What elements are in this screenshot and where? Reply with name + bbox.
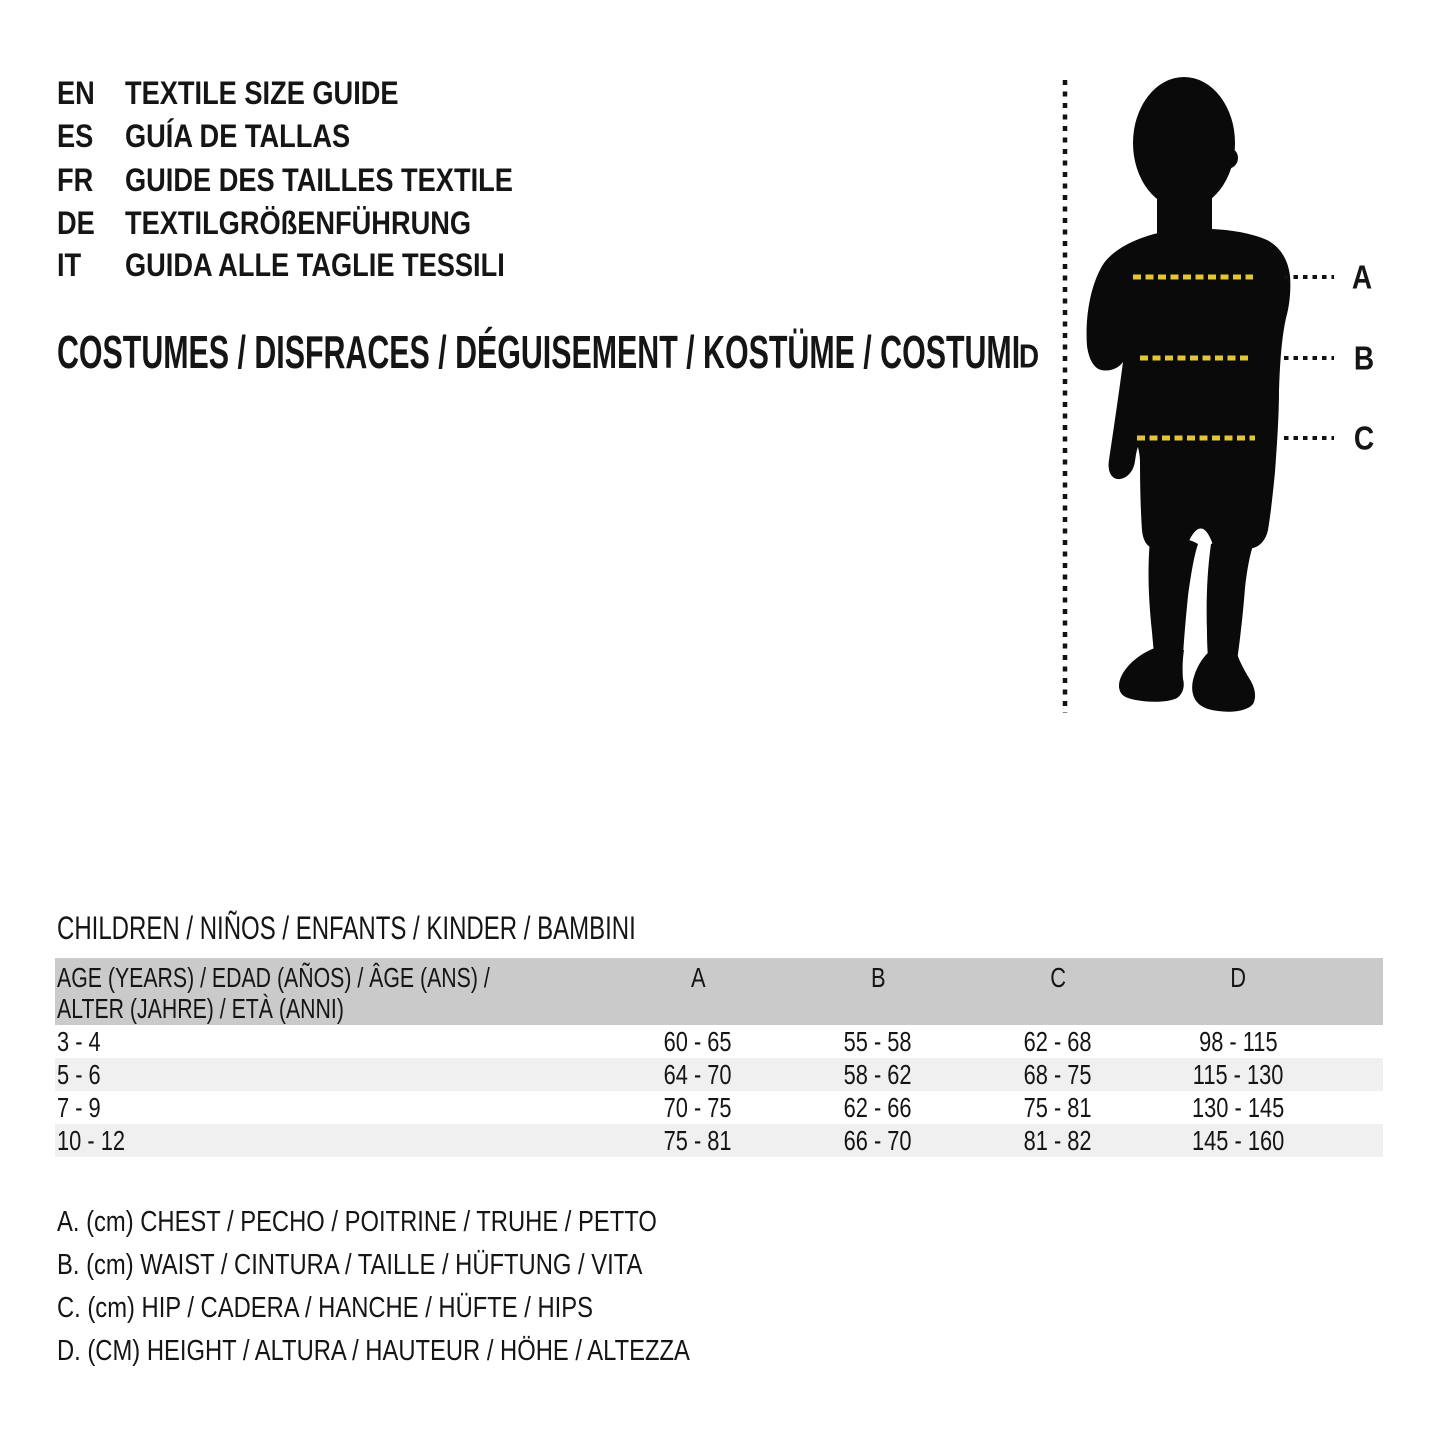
column-header-c: C (1050, 962, 1066, 993)
height-cell: 98 - 115 (1198, 1026, 1278, 1057)
waist-cell: 62 - 66 (843, 1092, 912, 1123)
age-column-header: AGE (YEARS) / EDAD (AÑOS) / ÂGE (ANS) / ALTER (JAHRE) / ETÀ (ANNI) (57, 962, 490, 1024)
age-cell: 5 - 6 (57, 1059, 101, 1090)
label-chest-a: A (1351, 258, 1373, 296)
lang-code: IT (57, 247, 82, 283)
age-cell: 10 - 12 (57, 1125, 125, 1156)
age-cell: 3 - 4 (57, 1026, 101, 1057)
legend-height: D. (CM) HEIGHT / ALTURA / HAUTEUR / HÖHE / ALTEZZA (57, 1335, 690, 1367)
table-row (55, 1124, 1383, 1157)
label-waist-b: B (1353, 339, 1375, 377)
table-row (55, 1058, 1383, 1091)
age-cell: 7 - 9 (57, 1092, 101, 1123)
lang-title: GUIDA ALLE TAGLIE TESSILI (125, 247, 505, 283)
table-row (55, 1091, 1383, 1124)
lang-code: EN (57, 75, 95, 111)
waist-cell: 55 - 58 (843, 1026, 912, 1057)
height-cell: 130 - 145 (1191, 1092, 1285, 1123)
legend-waist: B. (cm) WAIST / CINTURA / TAILLE / HÜFTUNG / VITA (57, 1249, 643, 1281)
hip-cell: 62 - 68 (1023, 1026, 1092, 1057)
lang-code: DE (57, 205, 95, 241)
table-header-row (55, 958, 1383, 1025)
hip-cell: 68 - 75 (1023, 1059, 1092, 1090)
children-size-table (55, 958, 1383, 1157)
chest-cell: 75 - 81 (663, 1125, 732, 1156)
lang-title: GUÍA DE TALLAS (125, 118, 351, 154)
child-silhouette-figure (1000, 60, 1445, 730)
hip-cell: 75 - 81 (1023, 1092, 1092, 1123)
hip-cell: 81 - 82 (1023, 1125, 1092, 1156)
chest-cell: 64 - 70 (663, 1059, 732, 1090)
waist-cell: 66 - 70 (843, 1125, 912, 1156)
column-header-d: D (1230, 962, 1246, 993)
label-hip-c: C (1353, 419, 1375, 457)
child-silhouette (1087, 77, 1291, 712)
lang-code: ES (57, 118, 94, 154)
lang-title: GUIDE DES TAILLES TEXTILE (125, 162, 513, 198)
lang-title: TEXTILGRÖßENFÜHRUNG (125, 205, 472, 241)
table-section-heading: CHILDREN / NIÑOS / ENFANTS / KINDER / BAMBINI (57, 910, 636, 946)
chest-cell: 70 - 75 (663, 1092, 732, 1123)
column-header-b: B (870, 962, 886, 993)
column-header-a: A (690, 962, 706, 993)
height-cell: 115 - 130 (1192, 1059, 1284, 1090)
height-cell: 145 - 160 (1191, 1125, 1285, 1156)
label-height-d: D (1018, 337, 1040, 375)
waist-cell: 58 - 62 (843, 1059, 912, 1090)
legend-hip: C. (cm) HIP / CADERA / HANCHE / HÜFTE / HIPS (57, 1292, 593, 1324)
legend-chest: A. (cm) CHEST / PECHO / POITRINE / TRUHE / PETTO (57, 1206, 657, 1238)
chest-cell: 60 - 65 (663, 1026, 732, 1057)
table-row (55, 1025, 1383, 1058)
category-heading: COSTUMES / DISFRACES / DÉGUISEMENT / KOSTÜME / COSTUMI (57, 326, 1021, 378)
lang-code: FR (57, 162, 94, 198)
lang-title: TEXTILE SIZE GUIDE (125, 75, 399, 111)
